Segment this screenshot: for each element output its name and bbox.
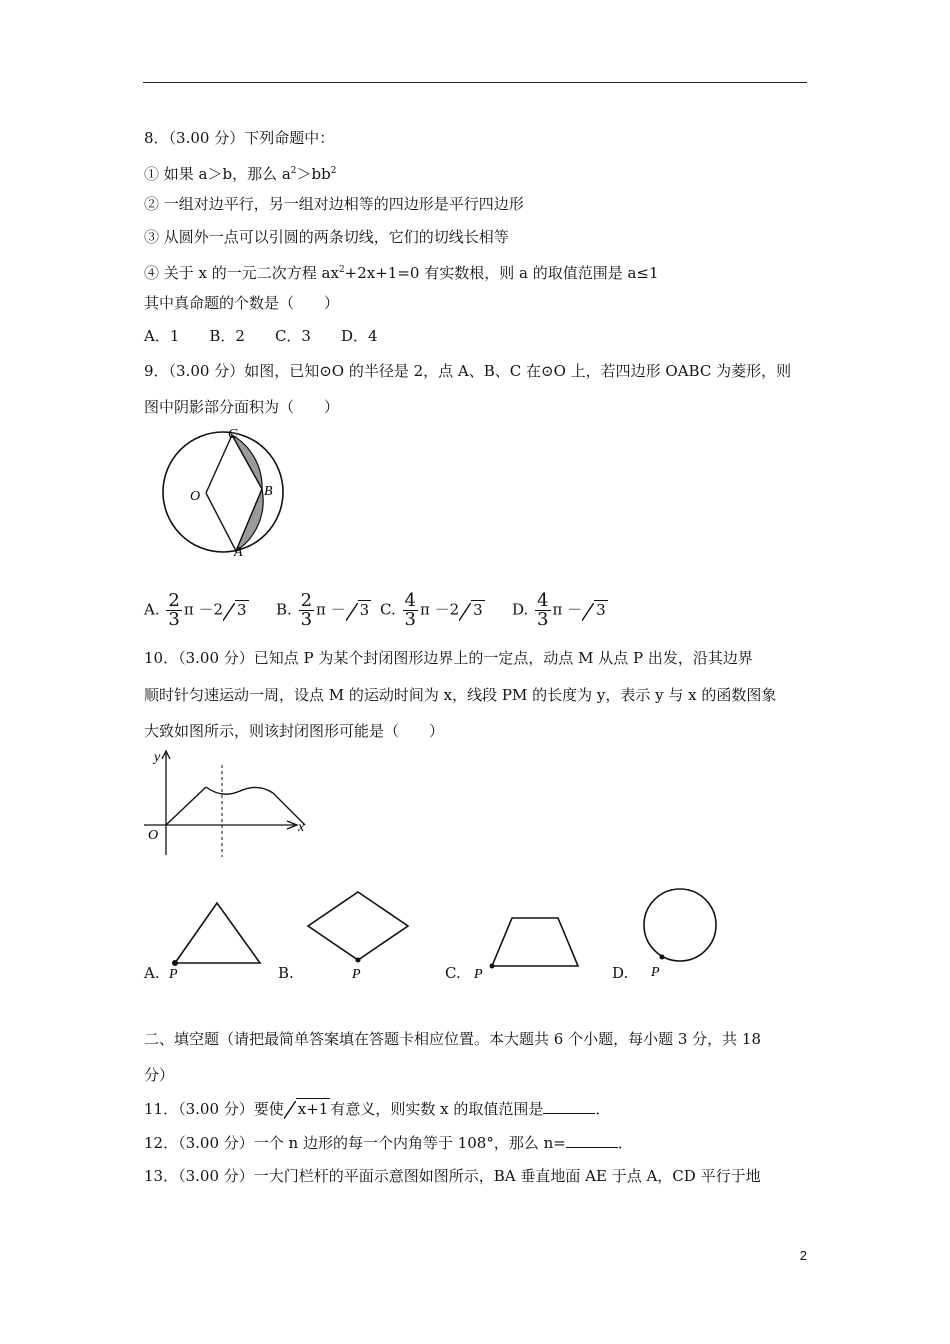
q10-option-b-label: B. <box>278 964 294 982</box>
q9-option-b: B. $\frac{2}{3}$ π － 3 <box>276 590 370 630</box>
origin-label: O <box>148 828 159 843</box>
q10-option-d-circle <box>635 880 725 980</box>
q13-line1: 13．（3.00 分）一大门栏杆的平面示意图如图所示，BA 垂直地面 AE 于点 A，CD 平行于地 <box>144 1167 761 1185</box>
svg-text:P: P <box>474 967 483 982</box>
q12-answer-blank[interactable] <box>566 1133 618 1148</box>
header-rule <box>143 82 807 83</box>
section2-heading-cont: 分） <box>144 1066 175 1084</box>
q8-proposition-2: ② 一组对边平行，另一组对边相等的四边形是平行四边形 <box>144 195 524 213</box>
q8-options: A．1 B．2 C．3 D．4 <box>144 327 378 345</box>
q9-option-a: A. $\frac{2}{3}$ π －2 3 <box>144 590 247 630</box>
q8-stem: 8．（3.00 分）下列命题中： <box>144 129 335 147</box>
q8-ask: 其中真命题的个数是（ ） <box>144 294 340 312</box>
q12: 12．（3.00 分）一个 n 边形的每一个内角等于 108°，那么 n= ． <box>144 1134 633 1152</box>
q9-option-d: D. $\frac{4}{3}$ π － 3 <box>512 590 606 630</box>
label-c: C <box>228 427 238 442</box>
q10-line3: 大致如图所示，则该封闭图形可能是（ ） <box>144 722 445 740</box>
label-a: A <box>234 545 243 560</box>
q9-circle-figure <box>140 420 290 560</box>
q11-answer-blank[interactable] <box>543 1099 595 1114</box>
svg-text:P: P <box>169 967 178 980</box>
label-o: O <box>190 489 201 504</box>
axis-y-label: y <box>154 750 161 765</box>
page-number: 2 <box>799 1248 807 1263</box>
q10-function-graph <box>140 745 310 860</box>
q10-option-c-label: C. <box>445 964 461 982</box>
q10-line2: 顺时针匀速运动一周，设点 M 的运动时间为 x，线段 PM 的长度为 y，表示 y 与 x 的函数图象 <box>144 686 777 704</box>
q10-option-c-trapezoid <box>470 908 585 983</box>
q10-option-d-label: D. <box>612 964 629 982</box>
q11: 11．（3.00 分）要使 x+1 有意义，则实数 x 的取值范围是 ． <box>144 1100 611 1118</box>
q9-line1: 9．（3.00 分）如图，已知⊙O 的半径是 2，点 A、B、C 在⊙O 上，若四边形 OABC 为菱形，则 <box>144 362 792 380</box>
label-b: B <box>264 484 273 499</box>
q10-option-a-triangle <box>165 895 275 980</box>
q9-line2: 图中阴影部分面积为（ ） <box>144 398 340 416</box>
q10-option-b-rhombus <box>300 888 415 983</box>
q9-option-c: C. $\frac{4}{3}$ π －2 3 <box>380 590 483 630</box>
q8-proposition-1: ① 如果 a＞b，那么 $a^2>bb^2$ <box>144 165 337 183</box>
svg-text:P: P <box>352 967 361 982</box>
q10-option-a-label: A. <box>144 964 160 982</box>
axis-x-label: x <box>298 820 305 835</box>
section2-heading: 二、填空题（请把最简单答案填在答题卡相应位置。本大题共 6 个小题，每小题 3 分，共 18 <box>144 1030 762 1048</box>
q8-proposition-3: ③ 从圆外一点可以引圆的两条切线，它们的切线长相等 <box>144 228 509 246</box>
q10-line1: 10．（3.00 分）已知点 P 为某个封闭图形边界上的一定点，动点 M 从点 P 出发，沿其边界 <box>144 649 753 667</box>
q8-proposition-4: ④ 关于 x 的一元二次方程 $ax^2+2x+1=0$ 有实数根，则 a 的取值范围是 a≤1 <box>144 264 659 282</box>
svg-text:P: P <box>651 965 660 980</box>
